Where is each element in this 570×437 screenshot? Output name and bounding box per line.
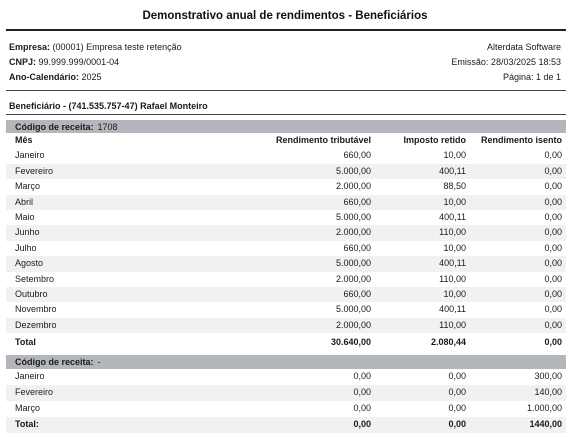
exempt-cell: 0,00 [544,258,562,269]
ano-label: Ano-Calendário: [9,72,80,82]
table-row [6,401,566,417]
beneficiary-divider [6,114,566,115]
header-divider [6,90,566,91]
taxable-cell: 5.000,00 [335,211,371,222]
exempt-cell: 0,00 [544,196,562,207]
exempt-cell: 0,00 [544,150,562,161]
withheld-cell: 110,00 [439,273,466,284]
withheld-cell: 10,00 [443,288,466,299]
revenue-code-label: Código de receita: [15,357,94,367]
revenue-code-band [6,355,566,369]
total-label: Total [15,337,36,348]
exempt-cell: 0,00 [544,165,562,176]
taxable-cell: 2.000,00 [335,227,371,238]
exempt-cell: 0,00 [544,242,562,253]
ano-line [9,72,102,82]
cnpj-value: 99.999.999/0001-04 [38,57,120,67]
month-cell: Maio [15,211,35,222]
table-row [6,195,566,210]
withheld-cell: 400,11 [439,211,466,222]
col-exempt-header: Rendimento isento [480,135,562,145]
table-row [6,369,566,385]
month-cell: Novembro [15,304,57,315]
month-cell: Março [15,403,41,413]
taxable-cell: 5.000,00 [335,165,371,176]
revenue-code-value: 1708 [97,121,118,132]
withheld-cell: 88,50 [443,181,466,192]
month-cell: Fevereiro [15,165,54,176]
exempt-cell: 0,00 [544,319,562,330]
table-row [6,287,566,302]
taxable-cell: 660,00 [343,288,371,299]
exempt-cell: 0,00 [544,227,562,238]
table-row [6,241,566,256]
table-row [6,179,566,194]
month-cell: Fevereiro [15,387,54,397]
empresa-label: Empresa: [9,42,51,52]
withheld-cell: 0,00 [448,371,466,381]
table-header-row [6,133,566,148]
total-exempt: 0,00 [544,337,562,348]
month-cell: Abril [15,196,34,207]
table-row [6,302,566,317]
total-label: Total: [15,419,39,429]
withheld-cell: 110,00 [439,227,466,238]
exempt-cell: 0,00 [544,211,562,222]
taxable-cell: 2.000,00 [335,319,371,330]
taxable-cell: 0,00 [353,371,371,381]
software-name: Alterdata Software [486,42,561,52]
total-taxable: 0,00 [353,419,371,429]
table-row [6,385,566,401]
exempt-cell: 0,00 [544,181,562,192]
table-row [6,256,566,271]
month-cell: Dezembro [15,319,57,330]
withheld-cell: 400,11 [439,258,466,269]
exempt-cell: 1.000,00 [526,403,562,413]
taxable-cell: 2.000,00 [335,181,371,192]
withheld-cell: 10,00 [443,242,466,253]
taxable-cell: 5.000,00 [335,304,371,315]
taxable-cell: 660,00 [343,196,371,207]
month-cell: Janeiro [15,371,45,381]
table-row [6,318,566,333]
report-title: Demonstrativo anual de rendimentos - Beneficiários [142,10,428,22]
exempt-cell: 140,00 [534,387,562,397]
col-month-header: Mês [15,135,33,145]
ano-value: 2025 [81,72,102,82]
cnpj-label: CNPJ: [9,57,37,67]
exempt-cell: 0,00 [544,304,562,315]
month-cell: Julho [15,242,37,253]
total-taxable: 30.640,00 [330,337,371,348]
taxable-cell: 0,00 [353,387,371,397]
withheld-cell: 400,11 [439,304,466,315]
withheld-cell: 0,00 [448,387,466,397]
month-cell: Janeiro [15,150,45,161]
empresa-value: (00001) Empresa teste retenção [52,42,182,52]
income-section [6,120,566,351]
emission-date: Emissão: 28/03/2025 18:53 [451,57,561,67]
cnpj-line [9,57,119,67]
col-withheld-header: Imposto retido [403,135,466,145]
col-taxable-header: Rendimento tributável [275,135,371,145]
total-row [6,417,566,433]
revenue-code-value: - [97,357,101,367]
page-number: Página: 1 de 1 [502,72,561,82]
table-row [6,225,566,240]
empresa-line [9,42,182,52]
withheld-cell: 10,00 [443,150,466,161]
exempt-section [6,355,566,433]
taxable-cell: 660,00 [343,150,371,161]
exempt-cell: 0,00 [544,288,562,299]
withheld-cell: 110,00 [439,319,466,330]
exempt-cell: 0,00 [544,273,562,284]
total-exempt: 1440,00 [529,419,562,429]
exempt-cell: 300,00 [534,371,562,381]
taxable-cell: 660,00 [343,242,371,253]
revenue-code-band [6,120,566,133]
withheld-cell: 0,00 [448,403,466,413]
month-cell: Outubro [15,288,48,299]
revenue-code-label: Código de receita: [15,121,94,132]
table-row [6,210,566,225]
total-row [6,333,566,351]
withheld-cell: 400,11 [439,165,466,176]
taxable-cell: 0,00 [353,403,371,413]
month-cell: Setembro [15,273,55,284]
taxable-cell: 5.000,00 [335,258,371,269]
taxable-cell: 2.000,00 [335,273,371,284]
total-withheld: 0,00 [448,419,466,429]
month-cell: Junho [15,227,40,238]
table-row [6,164,566,179]
beneficiary-name: Beneficiário - (741.535.757-47) Rafael Monteiro [9,101,208,111]
title-divider [6,29,566,31]
table-row [6,272,566,287]
table-row [6,148,566,163]
month-cell: Agosto [15,258,44,269]
total-withheld: 2.080,44 [430,337,466,348]
month-cell: Março [15,181,41,192]
withheld-cell: 10,00 [443,196,466,207]
